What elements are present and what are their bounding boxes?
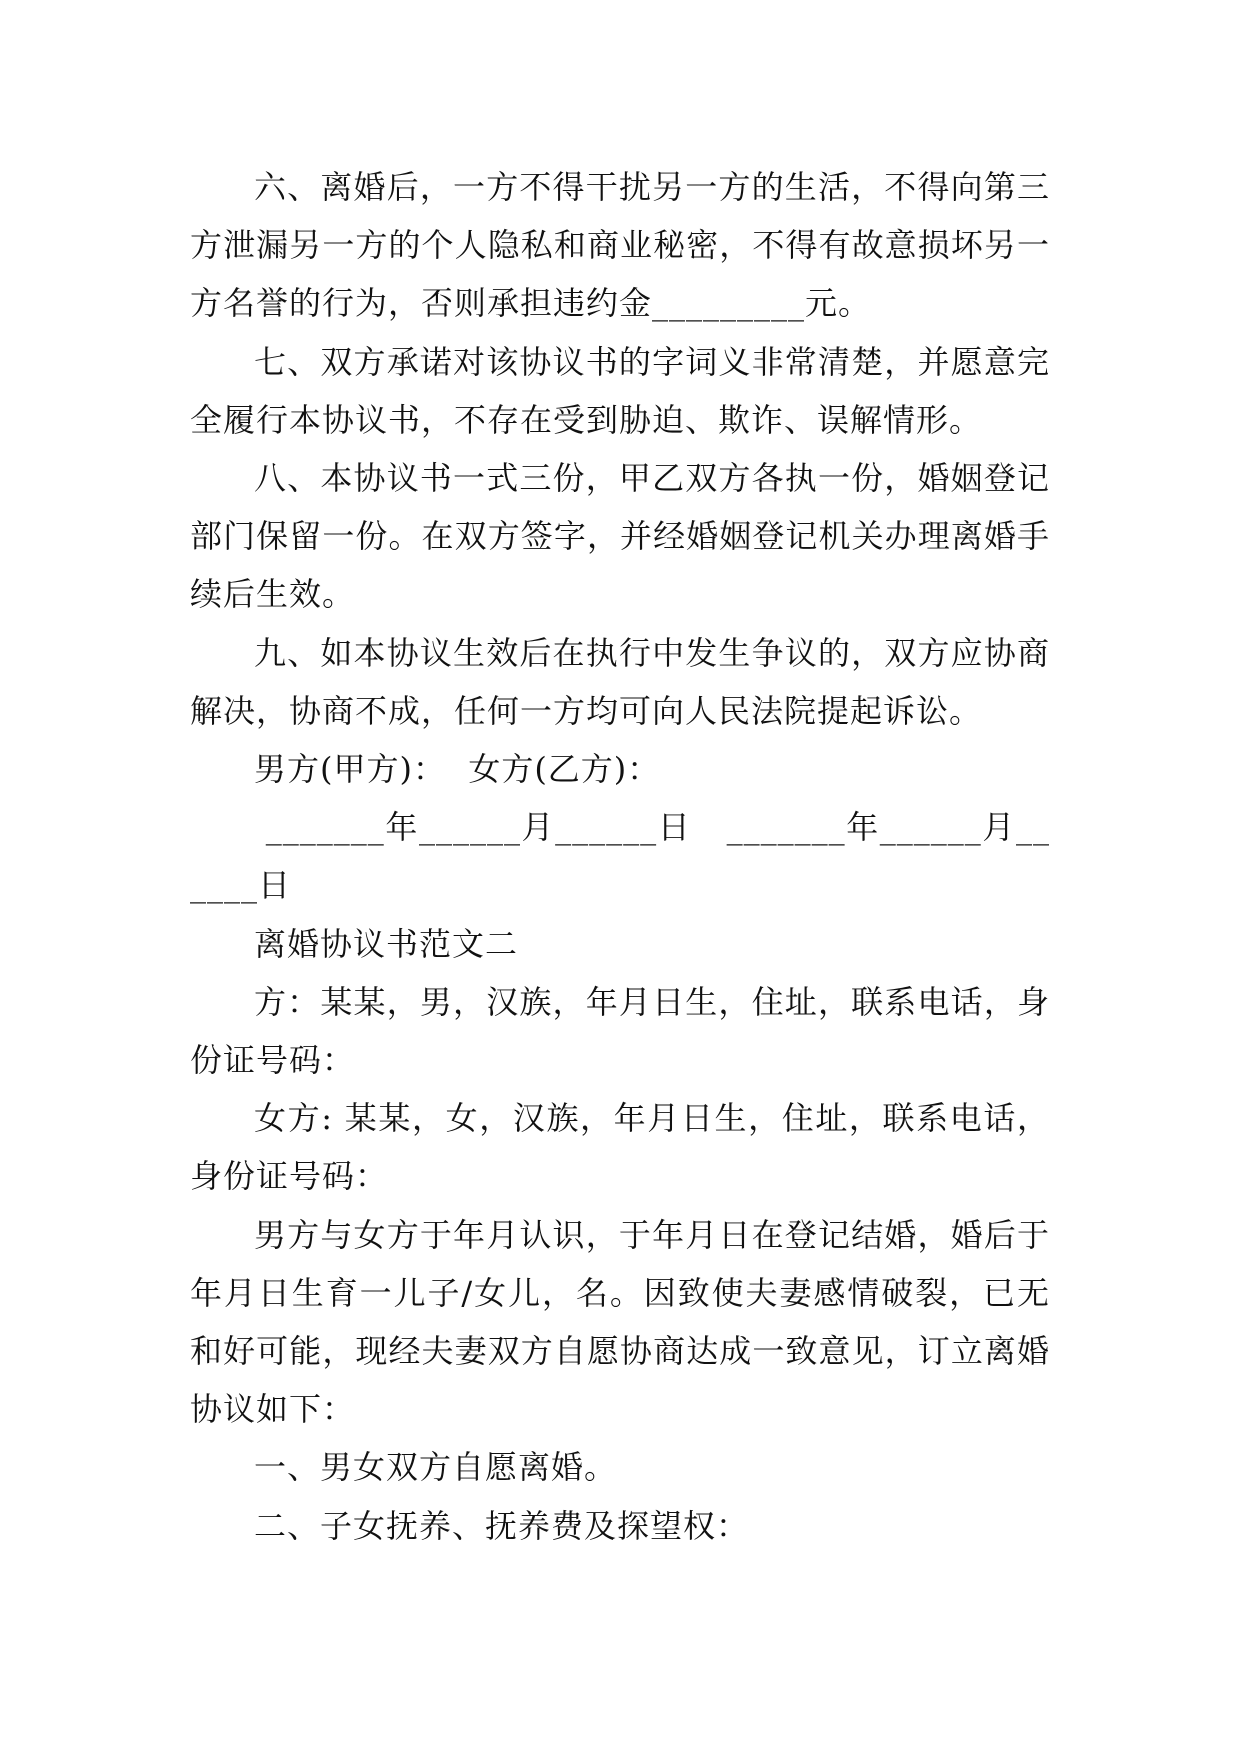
signature-line: 男方(甲方)： 女方(乙方)： bbox=[254, 750, 661, 789]
clause-seven: 七、双方承诺对该协议书的字词义非常清楚，并愿意完全履行本协议书，不存在受到胁迫、欺诈、误解情形。 bbox=[190, 342, 1050, 439]
clause-six: 六、离婚后，一方不得干扰另一方的生活，不得向第三方泄漏另一方的个人隐私和商业秘密，不得有故意损坏另一方名誉的行为，否则承担违约金_________元。 bbox=[190, 168, 1050, 323]
section-title: 离婚协议书范文二 bbox=[254, 924, 519, 963]
date-line: _______年______月______日 _______年______月______日 bbox=[190, 808, 1050, 905]
clause-nine: 九、如本协议生效后在执行中发生争议的，双方应协商解决，协商不成，任何一方均可向人民法院提起诉讼。 bbox=[190, 633, 1050, 730]
party-female: 女方: 某某，女，汉族，年月日生，住址，联系电话，身份证号码： bbox=[190, 1099, 1050, 1196]
party-male: 方：某某，男，汉族，年月日生，住址，联系电话，身份证号码： bbox=[190, 982, 1050, 1080]
clause-eight: 八、本协议书一式三份，甲乙双方各执一份，婚姻登记部门保留一份。在双方签字，并经婚姻登记机关办理离婚手续后生效。 bbox=[190, 459, 1050, 614]
clause-one: 一、男女双方自愿离婚。 bbox=[254, 1448, 618, 1487]
document-body bbox=[190, 158, 1050, 1555]
preamble-paragraph: 男方与女方于年月认识，于年月日在登记结婚，婚后于年月日生育一儿子/女儿，名。因致使夫妻感情破裂，已无和好可能，现经夫妻双方自愿协商达成一致意见，订立离婚协议如下： bbox=[190, 1215, 1050, 1429]
clause-two: 二、子女抚养、抚养费及探望权： bbox=[254, 1506, 750, 1545]
